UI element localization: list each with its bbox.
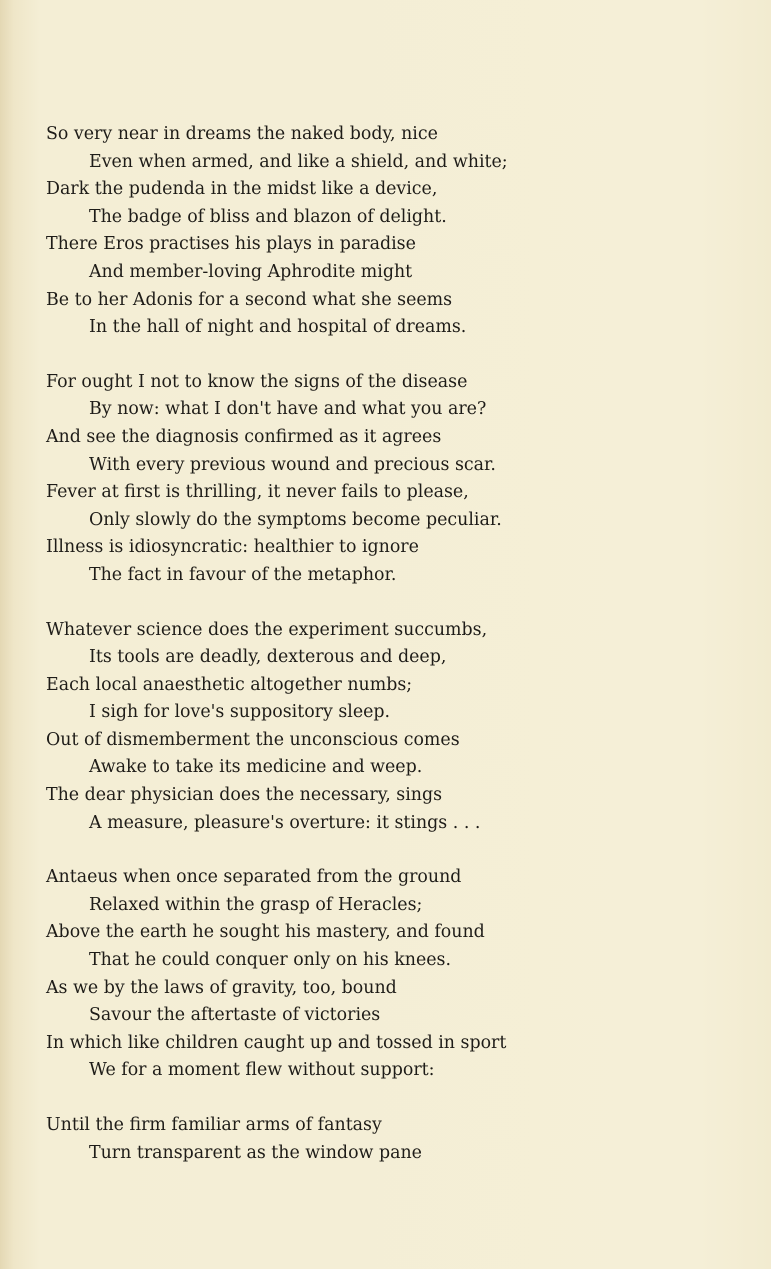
poem-line: Only slowly do the symptoms become peculiar. [89,509,502,530]
poem-body [46,121,746,1167]
poem-line: A measure, pleasure's overture: it stings . . . [89,812,481,833]
poem-line: Fever at first is thrilling, it never fails to please, [46,482,469,503]
poem-line: In which like children caught up and tossed in sport [46,1032,507,1053]
poem-line: Savour the aftertaste of victories [89,1005,381,1026]
stanza [46,864,746,1085]
poem-line: By now: what I don't have and what you are? [89,399,487,420]
poem-line: There Eros practises his plays in paradise [46,234,416,255]
poem-line: In the hall of night and hospital of dreams. [89,317,467,338]
poem-line: For ought I not to know the signs of the disease [46,371,468,392]
poem-line: Awake to take its medicine and weep. [89,757,423,778]
poem-line: And see the diagnosis confirmed as it agrees [46,426,442,447]
poem-line: Out of dismemberment the unconscious comes [46,729,460,750]
poem-line: The dear physician does the necessary, sings [46,785,443,806]
stanza [46,1112,746,1167]
poem-line: Each local anaesthetic altogether numbs; [46,674,413,695]
stanza [46,369,746,590]
stanza [46,617,746,838]
poem-line: Be to her Adonis for a second what she seems [46,289,453,310]
poem-line: Dark the pudenda in the midst like a device, [46,179,438,200]
poem-line: Whatever science does the experiment succumbs, [46,619,488,640]
poem-line: I sigh for love's suppository sleep. [89,702,391,723]
poem-line: With every previous wound and precious scar. [89,454,496,475]
poem-line: Its tools are deadly, dexterous and deep, [89,647,447,668]
poem-page [46,121,746,1194]
poem-line: The fact in favour of the metaphor. [89,564,397,585]
poem-line: That he could conquer only on his knees. [89,950,451,971]
poem-line: We for a moment flew without support: [89,1060,435,1081]
poem-line: Even when armed, and like a shield, and white; [89,151,508,172]
stanza [46,121,746,342]
poem-line: The badge of bliss and blazon of delight. [89,206,447,227]
poem-line: Until the firm familiar arms of fantasy [46,1115,382,1135]
poem-line: And member-loving Aphrodite might [89,261,413,282]
poem-line: Antaeus when once separated from the ground [46,867,462,888]
poem-line: As we by the laws of gravity, too, bound [46,977,397,998]
poem-line: Illness is idiosyncratic: healthier to ignore [46,537,419,558]
poem-line: Above the earth he sought his mastery, and found [46,922,485,943]
poem-line: Turn transparent as the window pane [89,1142,422,1163]
poem-line: So very near in dreams the naked body, nice [46,124,438,144]
poem-line: Relaxed within the grasp of Heracles; [89,894,423,915]
